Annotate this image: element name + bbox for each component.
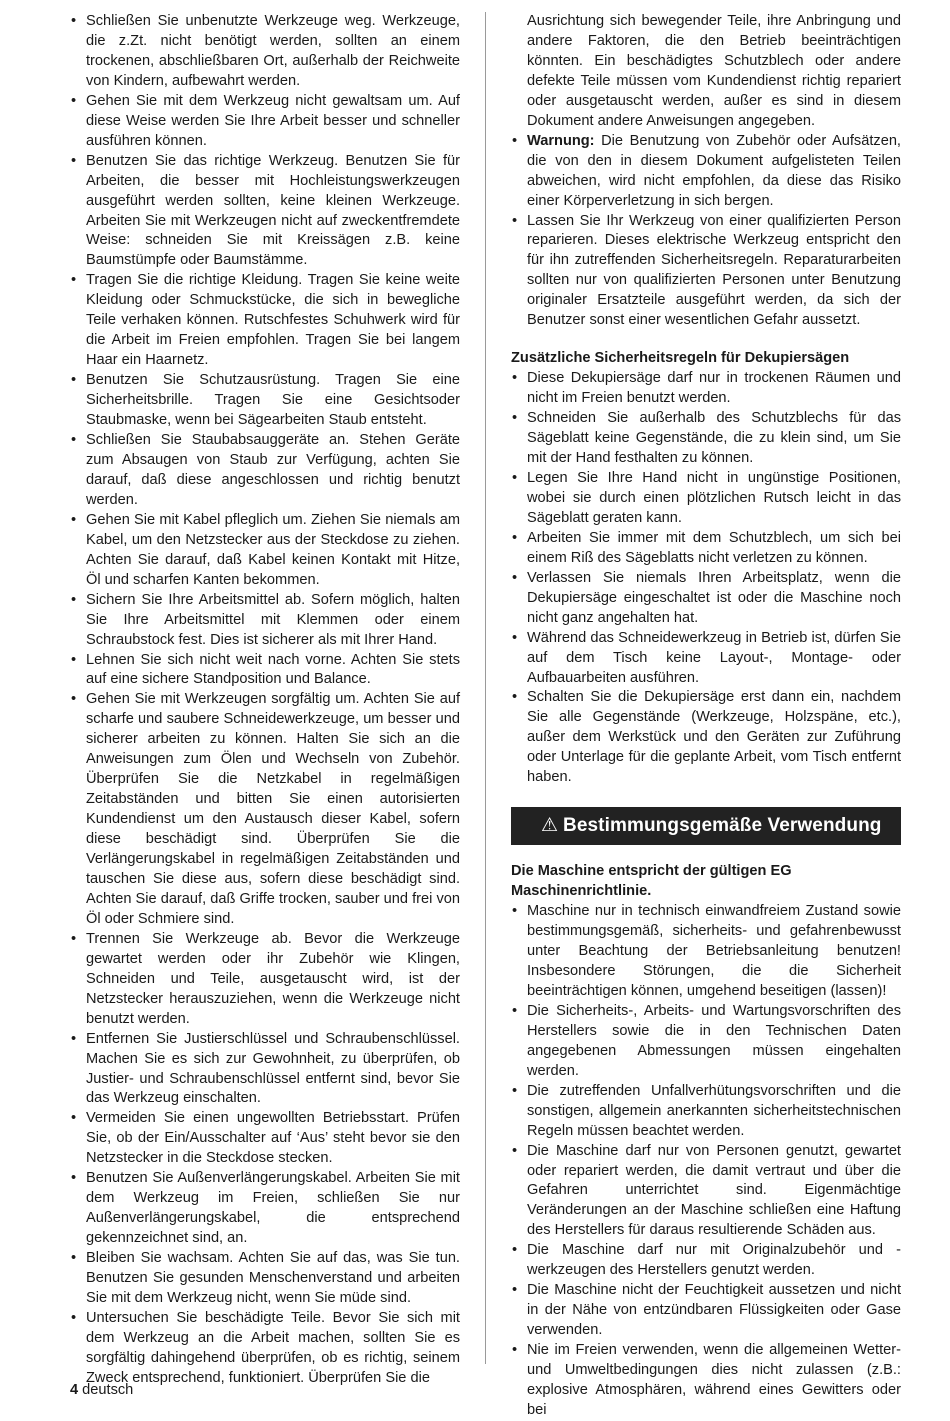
list-item: • Benutzen Sie das richtige Werkzeug. Benutzen Sie für Arbeiten, die besser mit Hochleistungswerkzeugen ausgeführt werden sollten, keine kleinen Werkzeuge. Arbeiten Sie mit Werkzeugen nicht auf zweckentfremdete Weise: schneiden Sie mit Kreissägen z.B. keine Baumstümpfe oder Baumstämme. bbox=[70, 152, 460, 272]
list-item: • Schneiden Sie außerhalb des Schutzblechs für das Sägeblatt keine Gegenstände, die zu klein sind, um Sie mit der Hand festhalten zu können. bbox=[511, 409, 901, 469]
list-item: • Maschine nur in technisch einwandfreiem Zustand sowie bestimmungsgemäß, sicherheits- und gefahrenbewusst unter Beachtung der Betriebsanleitung benutzen! Insbesondere Störungen, die die Sicherheit beeinträchtigen können, umgehend beseitigen (lassen)! bbox=[511, 902, 901, 1002]
safety-rules-list bbox=[70, 12, 460, 1389]
list-item: • Die Sicherheits-, Arbeits- und Wartungsvorschriften des Herstellers sowie die in den Technischen Daten angegebenen Abmessungen müssen eingehalten werden. bbox=[511, 1002, 901, 1082]
list-item: • Schließen Sie unbenutzte Werkzeuge weg. Werkzeuge, die z.Zt. nicht benötigt werden, sollten an einem trockenen, abschließbaren Ort, außerhalb der Reichweite von Kindern, aufbewahrt werden. bbox=[70, 12, 460, 92]
list-item: • Gehen Sie mit Werkzeugen sorgfältig um. Achten Sie auf scharfe und saubere Schneidewerkzeuge, um besser und sicherer arbeiten zu können. Halten Sie sich an die Anweisungen zum Ölen und Wechseln von Zubehör. Überprüfen Sie die Netzkabel in regelmäßigen Zeitabständen und bitten Sie einen autorisierten Kundendienst um den Austausch dieser Kabel, sofern diese beschädigt sind. Überprüfen Sie die Verlängerungskabel in regelmäßigen Zeitabständen und tauschen Sie diese aus, sofern diese beschädigt sind. Achten Sie darauf, daß Griffe trocken, sauber und frei von Öl oder Schmiere sind. bbox=[70, 690, 460, 929]
warning-label: Warnung: bbox=[527, 132, 595, 149]
banner-title: Bestimmungsgemäße Verwendung bbox=[563, 815, 882, 837]
list-item: • Entfernen Sie Justierschlüssel und Schraubenschlüssel. Machen Sie es sich zur Gewohnheit, zu überprüfen, ob Justier- und Schraubenschlüssel entfernt sind, bevor Sie das Werkzeug einschalten. bbox=[70, 1030, 460, 1110]
list-item: • Die Maschine nicht der Feuchtigkeit aussetzen und nicht in der Nähe von entzündbaren Flüssigkeiten oder Gase verwenden. bbox=[511, 1281, 901, 1341]
list-item: • Legen Sie Ihre Hand nicht in ungünstige Positionen, wobei sie durch einen plötzlichen Rutsch leicht in das Sägeblatt geraten kann. bbox=[511, 469, 901, 529]
list-item: • Lassen Sie Ihr Werkzeug von einer qualifizierten Person reparieren. Dieses elektrische Werkzeug entspricht den für ihn zutreffenden Sicherheitsregeln. Reparaturarbeiten sollten nur von qualifizierten Personen unter Benutzung originaler Ersatzteile ausgeführt werden, da sich der Benutzer sonst einer wesentlichen Gefahr aussetzt. bbox=[511, 212, 901, 332]
list-item: • Benutzen Sie Außenverlängerungskabel. Arbeiten Sie mit dem Werkzeug im Freien, schließen Sie nur Außenverlängerungskabel, die entsprechend gekennzeichnet sind, an. bbox=[70, 1169, 460, 1249]
list-item: • Die Maschine darf nur von Personen genutzt, gewartet oder repariert werden, die damit vertraut und über die Gefahren unterrichtet sind. Eigenmächtige Veränderungen an der Maschine schließen eine Haftung des Herstellers für daraus resultierende Schäden aus. bbox=[511, 1142, 901, 1242]
safety-rules-continued-list bbox=[511, 12, 901, 331]
page-number: 4 bbox=[70, 1382, 79, 1398]
section-banner-intended-use bbox=[511, 807, 901, 845]
list-item: • Vermeiden Sie einen ungewollten Betriebsstart. Prüfen Sie, ob der Ein/Ausschalter auf ‘Aus’ steht bevor sie den Netzstecker in die Steckdose stecken. bbox=[70, 1109, 460, 1169]
footer-language: deutsch bbox=[78, 1382, 134, 1398]
list-item: • Benutzen Sie Schutzausrüstung. Tragen Sie eine Sicherheitsbrille. Tragen Sie eine Gesichtsoder Staubmaske, wenn bei Sägearbeiten Staub entsteht. bbox=[70, 371, 460, 431]
right-column bbox=[511, 12, 901, 1421]
list-item: • Trennen Sie Werkzeuge ab. Bevor die Werkzeuge gewartet werden oder ihr Zubehör wie Klingen, Schneiden und Teile, ausgetauscht wird, ist der Netzstecker herauszuziehen, wenn die Werkzeuge nicht benutzt werden. bbox=[70, 930, 460, 1030]
page-footer bbox=[70, 1381, 133, 1399]
jigsaw-rules-list bbox=[511, 369, 901, 788]
list-item: • Schalten Sie die Dekupiersäge erst dann ein, nachdem Sie alle Gegenstände (Werkzeuge, Holzspäne, etc.), außer dem Werkstück und den Geräten zur Zuführung oder Unterlage für die geplante Arbeit, vom Tisch entfernt haben. bbox=[511, 688, 901, 788]
left-column bbox=[70, 12, 460, 1389]
list-item: • Die zutreffenden Unfallverhütungsvorschriften und die sonstigen, allgemein anerkannten sicherheitstechnischen Regeln müssen beachtet werden. bbox=[511, 1082, 901, 1142]
list-item: • Bleiben Sie wachsam. Achten Sie auf das, was Sie tun. Benutzen Sie gesunden Menschenverstand und arbeiten Sie mit dem Werkzeug nicht, wenn Sie müde sind. bbox=[70, 1249, 460, 1309]
section-heading-dekupiersaegen: Zusätzliche Sicherheitsregeln für Dekupiersägen bbox=[511, 350, 850, 367]
list-item: • Sichern Sie Ihre Arbeitsmittel ab. Sofern möglich, halten Sie Ihre Arbeitsmittel mit Klemmen oder einem Schraubstock fest. Dies ist sicherer als mit Ihrer Hand. bbox=[70, 591, 460, 651]
list-item: • Untersuchen Sie beschädigte Teile. Bevor Sie sich mit dem Werkzeug an die Arbeit machen, sollten Sie es sorgfältig dahingehend überprüfen, ob es richtig, seinem Zweck entsprechend, funktioniert. Überprüfen Sie die bbox=[70, 1309, 460, 1389]
list-item: • Die Maschine darf nur mit Originalzubehör und -werkzeugen des Herstellers genutzt werden. bbox=[511, 1241, 901, 1281]
list-item: • Diese Dekupiersäge darf nur in trockenen Räumen und nicht im Freien benutzt werden. bbox=[511, 369, 901, 409]
list-item: • Lehnen Sie sich nicht weit nach vorne. Achten Sie stets auf eine sichere Standposition und Balance. bbox=[70, 651, 460, 691]
list-item: • Gehen Sie mit dem Werkzeug nicht gewaltsam um. Auf diese Weise werden Sie Ihre Arbeit besser und schneller ausführen können. bbox=[70, 92, 460, 152]
list-item: • Schließen Sie Staubabsauggeräte an. Stehen Geräte zum Absaugen von Staub zur Verfügung, achten Sie darauf, daß diese angeschlossen und richtig benutzt werden. bbox=[70, 431, 460, 511]
directive-heading: Die Maschine entspricht der gültigen EG Maschinenrichtlinie. bbox=[511, 863, 792, 900]
list-item: • Arbeiten Sie immer mit dem Schutzblech, um sich bei einem Riß des Sägeblatts nicht verletzen zu können. bbox=[511, 529, 901, 569]
list-item: • Tragen Sie die richtige Kleidung. Tragen Sie keine weite Kleidung oder Schmuckstücke, die sich in bewegliche Teile verhaken können. Rutschfestes Schuhwerk wird für die Arbeit im Freien empfohlen. Tragen Sie bei langem Haar ein Haarnetz. bbox=[70, 271, 460, 371]
list-item-continuation: Ausrichtung sich bewegender Teile, ihre Anbringung und andere Faktoren, die den Betrieb beeinträchtigen könnten. Ein beschädigtes Schutzblech oder andere defekte Teile müssen vom Kundendienst richtig repariert oder ausgetauscht werden, außer es sind in diesem Dokument andere Anweisungen angegeben. bbox=[527, 13, 901, 129]
list-item: • Während das Schneidewerkzeug in Betrieb ist, dürfen Sie auf dem Tisch keine Layout-, Montage- oder Aufbauarbeiten ausführen. bbox=[511, 629, 901, 689]
list-item: • Verlassen Sie niemals Ihren Arbeitsplatz, wenn die Dekupiersäge eingeschaltet ist oder die Maschine noch nicht ganz angehalten hat. bbox=[511, 569, 901, 629]
warning-text: Die Benutzung von Zubehör oder Aufsätzen, die von den in diesem Dokument aufgelisteten Teilen abweichen, wird nicht empfohlen, da diese das Risiko einer Körperverletzung in sich bergen. bbox=[527, 132, 901, 209]
list-item: • Nie im Freien verwenden, wenn die allgemeinen Wetter- und Umweltbedingungen dies nicht zulassen (z.B.: explosive Atmosphären, während eines Gewitters oder bei bbox=[511, 1341, 901, 1421]
warning-item bbox=[511, 132, 901, 212]
intended-use-list bbox=[511, 902, 901, 1421]
warning-triangle-icon: ⚠ bbox=[541, 815, 559, 837]
list-item: • Gehen Sie mit Kabel pfleglich um. Ziehen Sie niemals am Kabel, um den Netzstecker aus der Steckdose zu ziehen. Achten Sie darauf, daß Kabel keinen Kontakt mit Hitze, Öl und scharfen Kanten bekommen. bbox=[70, 511, 460, 591]
column-divider bbox=[485, 12, 486, 1364]
